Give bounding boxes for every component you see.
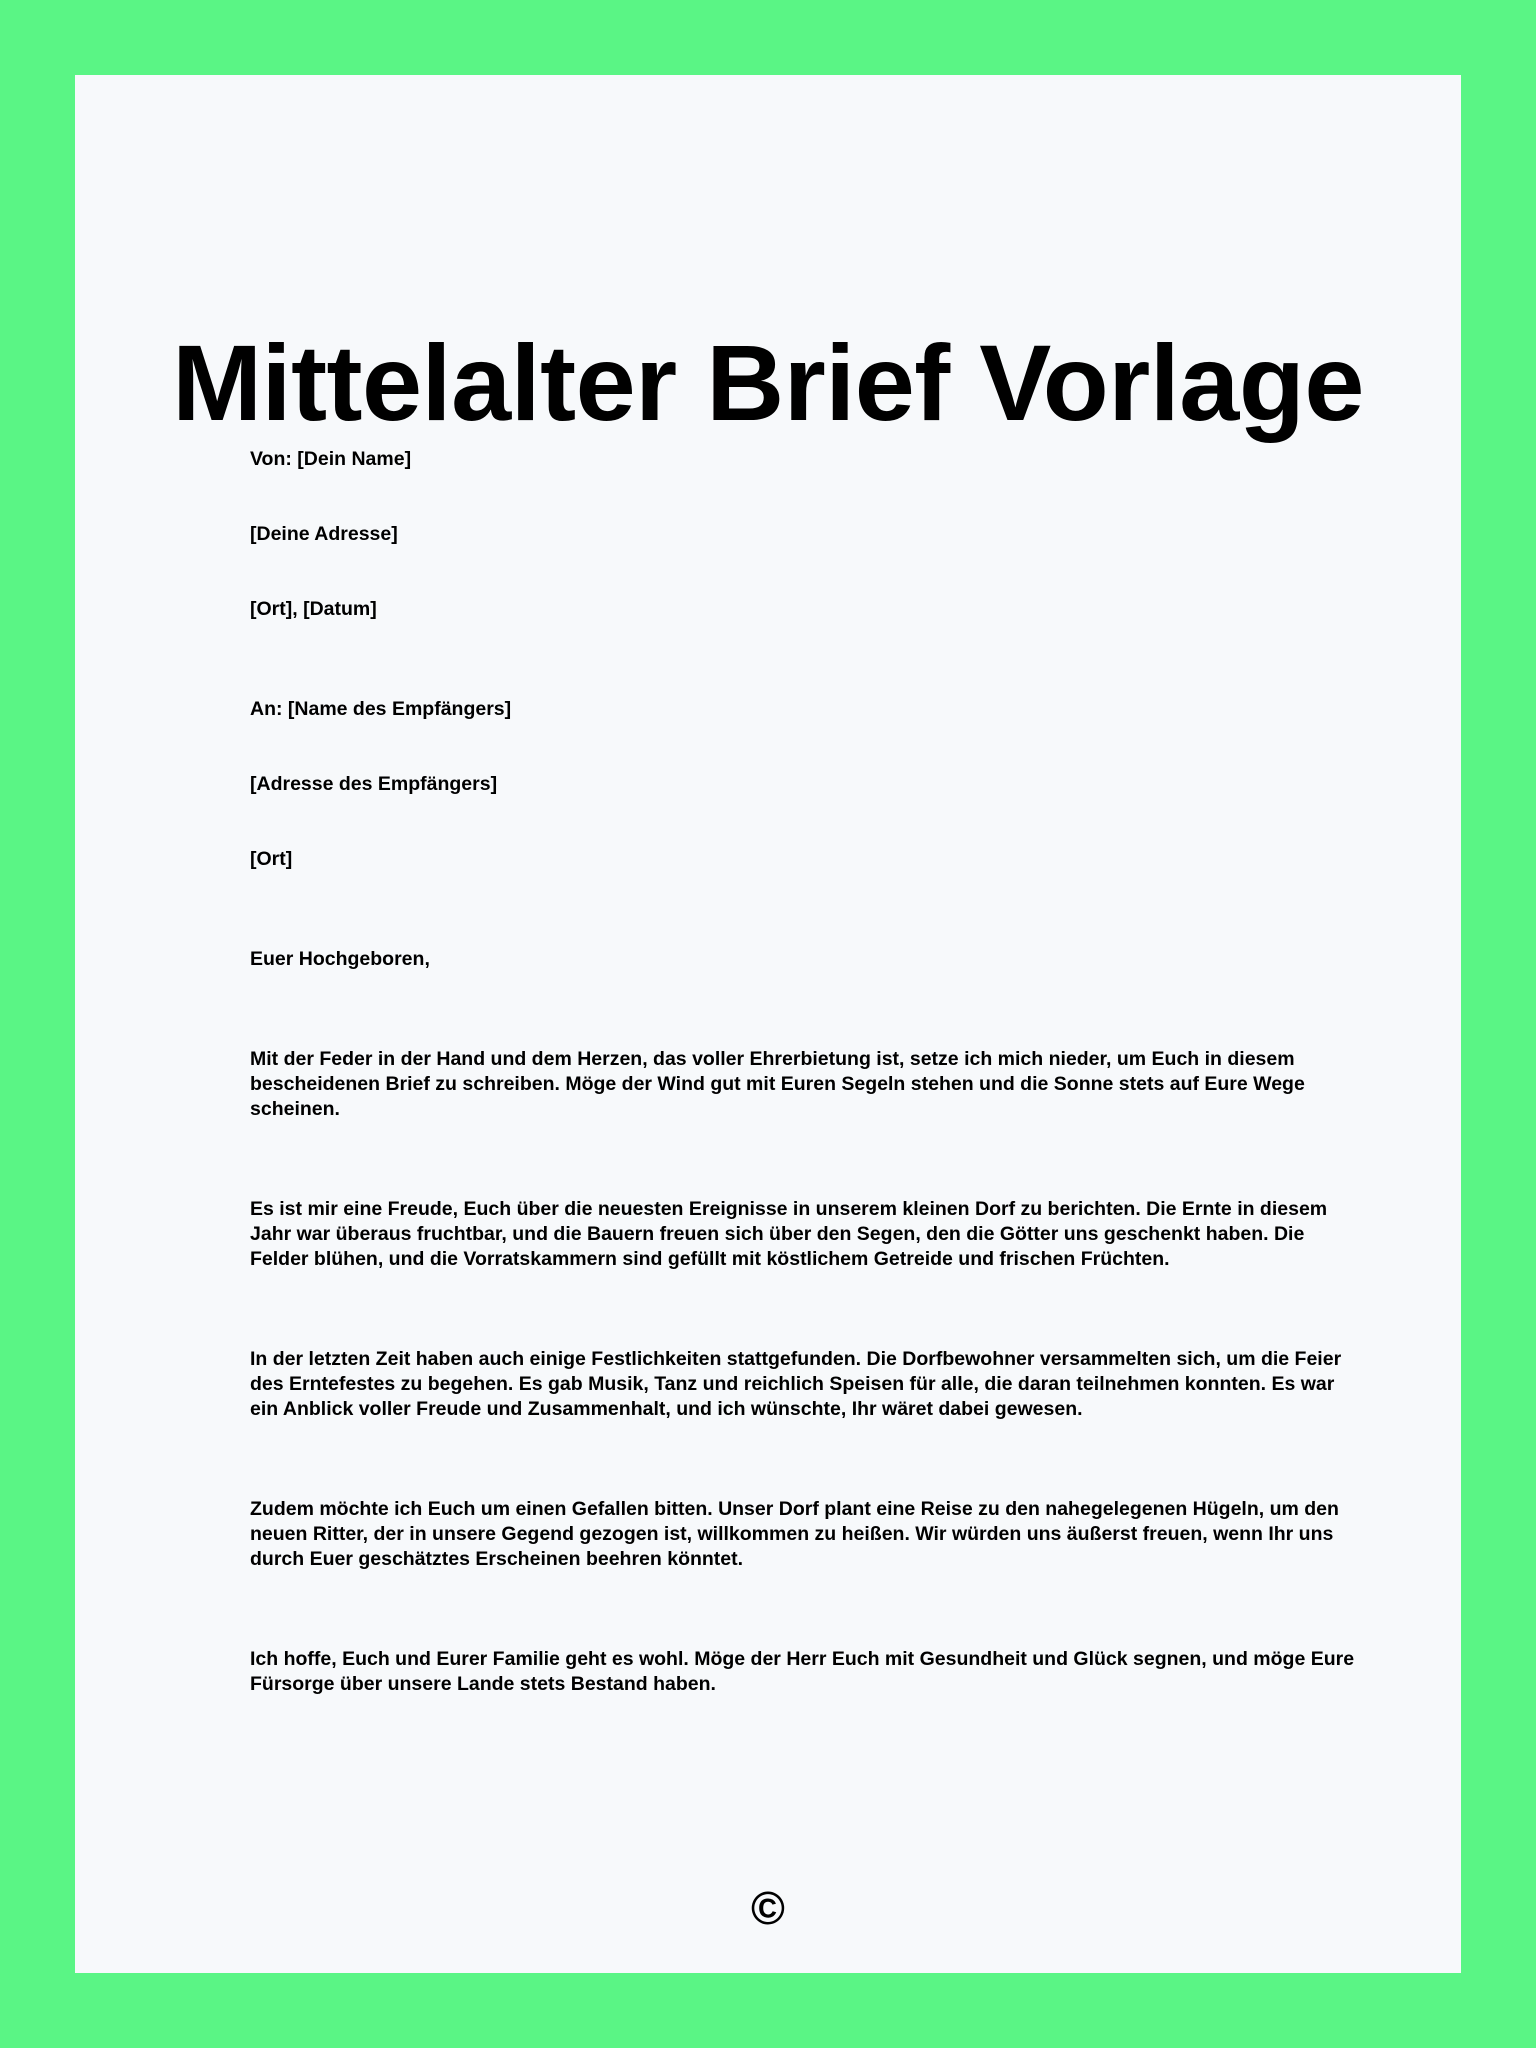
- recipient-address-line: [Adresse des Empfängers]: [250, 773, 498, 795]
- paragraph-4: Zudem möchte ich Euch um einen Gefallen bitten. Unser Dorf plant eine Reise zu den nahegelegenen Hügeln, um den neuen Ritter, der in unsere Gegend gezogen ist, willkommen zu heißen. Wir würden uns äußerst freuen, wenn Ihr uns durch Euer geschätztes Erscheinen beehren könntet.: [250, 1498, 1339, 1570]
- letter-body: [250, 447, 1360, 1697]
- recipient-name-line: An: [Name des Empfängers]: [250, 698, 512, 720]
- sender-address-line: [Deine Adresse]: [250, 523, 398, 545]
- page-title: Mittelalter Brief Vorlage: [172, 322, 1364, 443]
- letter-page: [75, 75, 1461, 1973]
- paragraph-3: In der letzten Zeit haben auch einige Festlichkeiten stattgefunden. Die Dorfbewohner versammelten sich, um die Feier des Erntefestes zu begehen. Es gab Musik, Tanz und reichlich Speisen für alle, die daran teilnehmen konnten. Es war ein Anblick voller Freude und Zusammenhalt, und ich wünschte, Ihr wäret dabei gewesen.: [250, 1348, 1342, 1420]
- paragraph-1: Mit der Feder in der Hand und dem Herzen, das voller Ehrerbietung ist, setze ich mich nieder, um Euch in diesem bescheidenen Brief zu schreiben. Möge der Wind gut mit Euren Segeln stehen und die Sonne stets auf Eure Wege scheinen.: [250, 1048, 1305, 1120]
- copyright-icon: ©: [751, 1882, 785, 1934]
- salutation: Euer Hochgeboren,: [250, 948, 430, 970]
- paragraph-2: Es ist mir eine Freude, Euch über die neuesten Ereignisse in unserem kleinen Dorf zu berichten. Die Ernte in diesem Jahr war überaus fruchtbar, und die Bauern freuen sich über den Segen, den die Götter uns geschenkt haben. Die Felder blühen, und die Vorratskammern sind gefüllt mit köstlichem Getreide und frischen Früchten.: [250, 1198, 1328, 1270]
- recipient-place-line: [Ort]: [250, 848, 293, 870]
- sender-name-line: Von: [Dein Name]: [250, 448, 412, 470]
- paragraph-5: Ich hoffe, Euch und Eurer Familie geht es wohl. Möge der Herr Euch mit Gesundheit und Glück segnen, und möge Eure Fürsorge über unsere Lande stets Bestand haben.: [250, 1648, 1355, 1695]
- sender-place-date-line: [Ort], [Datum]: [250, 598, 377, 620]
